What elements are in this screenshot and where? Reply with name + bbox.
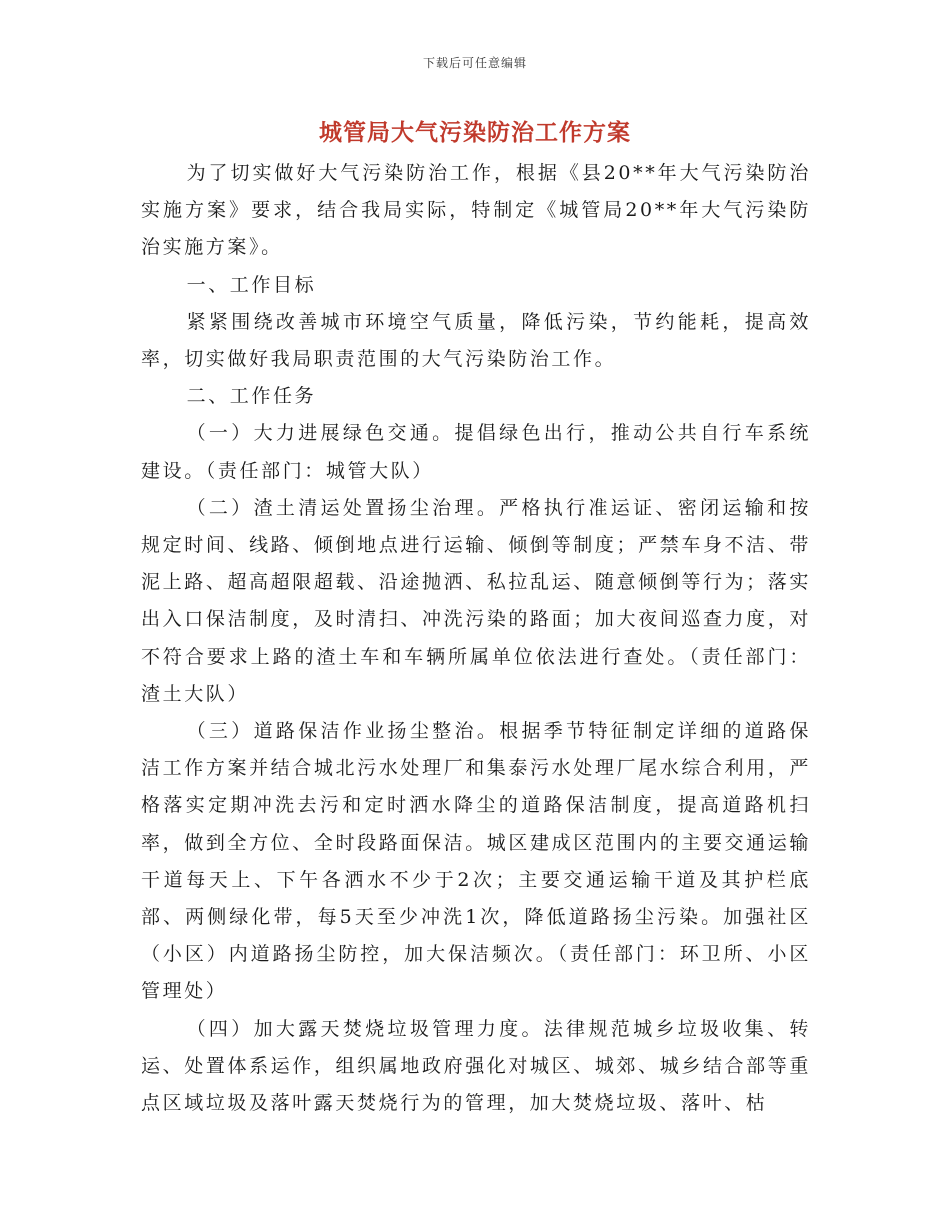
paragraph-goals: 紧紧围绕改善城市环境空气质量，降低污染，节约能耗，提高效率，切实做好我局职责范围的大气污染防治工作。 xyxy=(141,310,811,371)
document-title: 城管局大气污染防治工作方案 xyxy=(319,119,631,146)
document-body xyxy=(141,155,811,1122)
paragraph-task-2: （二）渣土清运处置扬尘治理。严格执行准运证、密闭运输和按规定时间、线路、倾倒地点进行运输、倾倒等制度；严禁车身不洁、带泥上路、超高超限超载、沿途抛洒、私拉乱运、随意倾倒等行为；落实出入口保洁制度，及时清扫、冲洗污染的路面；加大夜间巡查力度，对不符合要求上路的渣土车和车辆所属单位依法进行查处。（责任部门：渣土大队） xyxy=(141,496,811,705)
heading-work-tasks: 二、工作任务 xyxy=(186,385,317,408)
heading-work-goals: 一、工作目标 xyxy=(186,273,317,296)
paragraph-intro: 为了切实做好大气污染防治工作，根据《县20**年大气污染防治实施方案》要求，结合我局实际，特制定《城管局20**年大气污染防治实施方案》。 xyxy=(141,162,811,259)
paragraph-task-4: （四）加大露天焚烧垃圾管理力度。法律规范城乡垃圾收集、转运、处置体系运作，组织属地政府强化对城区、城郊、城乡结合部等重点区域垃圾及落叶露天焚烧行为的管理，加大焚烧垃圾、落叶、枯 xyxy=(141,1017,811,1115)
paragraph-task-1: （一）大力进展绿色交通。提倡绿色出行，推动公共自行车系统建设。（责任部门：城管大队） xyxy=(141,422,811,482)
header-note: 下载后可任意编辑 xyxy=(422,56,527,70)
paragraph-task-3: （三）道路保洁作业扬尘整治。根据季节特征制定详细的道路保洁工作方案并结合城北污水处理厂和集泰污水处理厂尾水综合利用，严格落实定期冲洗去污和定时洒水降尘的道路保洁制度，提高道路机扫率，做到全方位、全时段路面保洁。城区建成区范围内的主要交通运输干道每天上、下午各洒水不少于2次；主要交通运输干道及其护栏底部、两侧绿化带，每5天至少冲洗1次，降低道路扬尘污染。加强社区（小区）内道路扬尘防控，加大保洁频次。（责任部门：环卫所、小区管理处） xyxy=(141,720,811,1003)
